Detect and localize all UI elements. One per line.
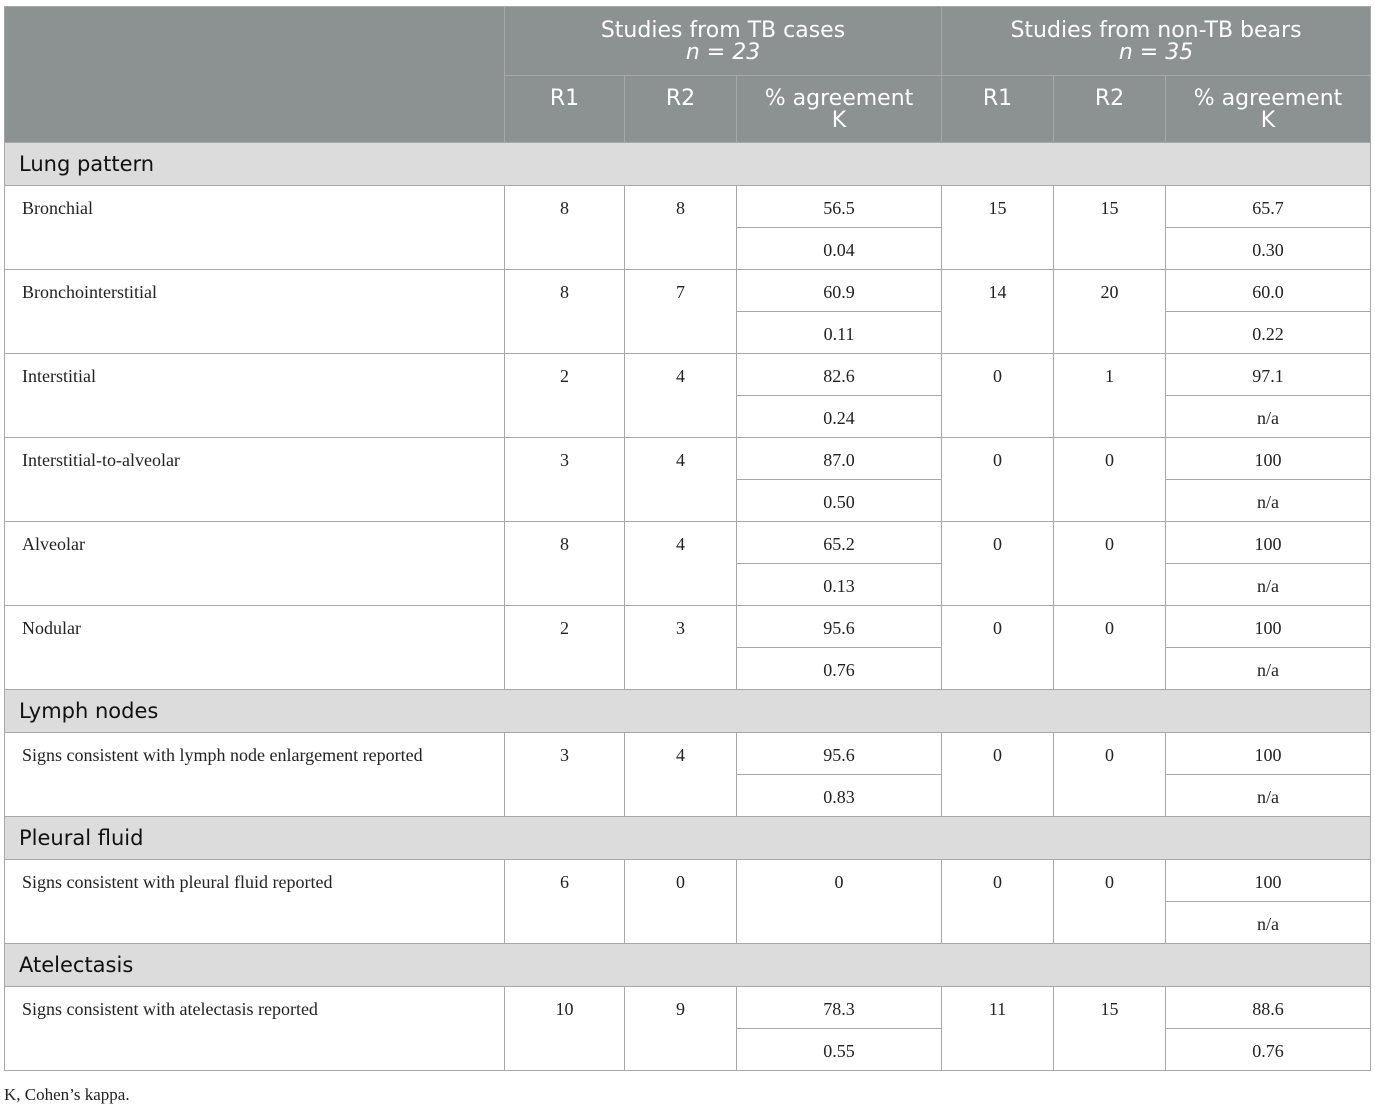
header-tb-agreement (737, 76, 942, 143)
tb-agreement-cell: 82.6 (737, 354, 942, 396)
header-tb-r1: R1 (505, 76, 625, 143)
row-label: Interstitial (5, 354, 505, 438)
nontb-r1-cell: 15 (942, 186, 1054, 270)
tb-agreement-cell: 60.9 (737, 270, 942, 312)
header-tb-agreement-pct: % agreement (764, 86, 914, 111)
table-row (5, 860, 1371, 902)
header-group-nontb-n: n = 35 (1118, 40, 1194, 65)
nontb-agreement-cell: 100 (1166, 860, 1371, 902)
header-nontb-agreement-k: K (1260, 108, 1276, 133)
nontb-r2-cell: 0 (1054, 438, 1166, 522)
nontb-kappa-cell: 0.22 (1166, 312, 1371, 354)
nontb-agreement-cell: 88.6 (1166, 987, 1371, 1029)
tb-r2-cell: 8 (625, 186, 737, 270)
tb-agreement-cell: 78.3 (737, 987, 942, 1029)
nontb-r1-cell: 0 (942, 860, 1054, 944)
nontb-kappa-cell: n/a (1166, 902, 1371, 944)
table-body (5, 143, 1371, 1071)
table-row (5, 606, 1371, 648)
table-row (5, 186, 1371, 228)
header-group-tb-title: Studies from TB cases (600, 18, 846, 43)
header-nontb-r2: R2 (1054, 76, 1166, 143)
nontb-r2-cell: 0 (1054, 606, 1166, 690)
nontb-r2-cell: 0 (1054, 860, 1166, 944)
tb-kappa-cell: 0.24 (737, 396, 942, 438)
tb-r1-cell: 8 (505, 522, 625, 606)
section-header: Pleural fluid (5, 817, 1371, 860)
tb-kappa-cell: 0.76 (737, 648, 942, 690)
row-label: Interstitial-to-alveolar (5, 438, 505, 522)
row-label: Bronchial (5, 186, 505, 270)
nontb-kappa-cell: n/a (1166, 396, 1371, 438)
header-tb-agreement-k: K (831, 108, 847, 133)
nontb-r1-cell: 0 (942, 522, 1054, 606)
tb-r2-cell: 4 (625, 733, 737, 817)
table-footnote: K, Cohen’s kappa. (4, 1085, 130, 1104)
tb-r2-cell: 9 (625, 987, 737, 1071)
nontb-r1-cell: 0 (942, 733, 1054, 817)
tb-agreement-cell: 95.6 (737, 606, 942, 648)
nontb-r2-cell: 1 (1054, 354, 1166, 438)
nontb-kappa-cell: 0.30 (1166, 228, 1371, 270)
tb-r1-cell: 10 (505, 987, 625, 1071)
table-row (5, 733, 1371, 775)
nontb-r2-cell: 0 (1054, 522, 1166, 606)
tb-r2-cell: 4 (625, 522, 737, 606)
tb-r1-cell: 8 (505, 186, 625, 270)
tb-r1-cell: 6 (505, 860, 625, 944)
nontb-kappa-cell: n/a (1166, 648, 1371, 690)
table-row (5, 270, 1371, 312)
tb-r2-cell: 7 (625, 270, 737, 354)
table-row (5, 522, 1371, 564)
tb-agreement-cell: 95.6 (737, 733, 942, 775)
agreement-table (4, 6, 1371, 1071)
header-group-nontb (942, 7, 1371, 76)
nontb-agreement-cell: 100 (1166, 606, 1371, 648)
nontb-agreement-cell: 97.1 (1166, 354, 1371, 396)
tb-r2-cell: 0 (625, 860, 737, 944)
tb-r1-cell: 2 (505, 606, 625, 690)
section-header: Lung pattern (5, 143, 1371, 186)
nontb-agreement-cell: 100 (1166, 522, 1371, 564)
row-label: Nodular (5, 606, 505, 690)
header-blank-cell (5, 7, 505, 143)
section-header: Atelectasis (5, 944, 1371, 987)
row-label: Bronchointerstitial (5, 270, 505, 354)
nontb-agreement-cell: 100 (1166, 733, 1371, 775)
nontb-r1-cell: 14 (942, 270, 1054, 354)
tb-kappa-cell: 0.55 (737, 1029, 942, 1071)
tb-kappa-cell: 0.83 (737, 775, 942, 817)
header-nontb-agreement-pct: % agreement (1193, 86, 1343, 111)
header-group-nontb-title: Studies from non-TB bears (1010, 18, 1302, 43)
table-row (5, 987, 1371, 1029)
nontb-r1-cell: 0 (942, 354, 1054, 438)
nontb-agreement-cell: 60.0 (1166, 270, 1371, 312)
nontb-kappa-cell: 0.76 (1166, 1029, 1371, 1071)
section-header: Lymph nodes (5, 690, 1371, 733)
row-label: Alveolar (5, 522, 505, 606)
row-label: Signs consistent with pleural fluid reported (5, 860, 505, 944)
tb-r2-cell: 3 (625, 606, 737, 690)
tb-kappa-cell: 0.50 (737, 480, 942, 522)
nontb-kappa-cell: n/a (1166, 480, 1371, 522)
nontb-r1-cell: 0 (942, 438, 1054, 522)
tb-r1-cell: 2 (505, 354, 625, 438)
table-row (5, 438, 1371, 480)
header-nontb-agreement (1166, 76, 1371, 143)
header-tb-r2: R2 (625, 76, 737, 143)
row-label: Signs consistent with atelectasis reported (5, 987, 505, 1071)
tb-r1-cell: 3 (505, 733, 625, 817)
tb-agreement-cell: 0 (737, 860, 942, 944)
nontb-r2-cell: 0 (1054, 733, 1166, 817)
header-group-tb-n: n = 23 (685, 40, 761, 65)
header-group-tb (505, 7, 942, 76)
tb-r2-cell: 4 (625, 354, 737, 438)
tb-agreement-cell: 65.2 (737, 522, 942, 564)
tb-kappa-cell: 0.11 (737, 312, 942, 354)
tb-r1-cell: 3 (505, 438, 625, 522)
header-nontb-r1: R1 (942, 76, 1054, 143)
tb-kappa-cell: 0.04 (737, 228, 942, 270)
table-row (5, 354, 1371, 396)
nontb-r2-cell: 15 (1054, 987, 1166, 1071)
nontb-r1-cell: 11 (942, 987, 1054, 1071)
nontb-agreement-cell: 65.7 (1166, 186, 1371, 228)
nontb-r2-cell: 15 (1054, 186, 1166, 270)
nontb-r2-cell: 20 (1054, 270, 1166, 354)
nontb-kappa-cell: n/a (1166, 775, 1371, 817)
nontb-agreement-cell: 100 (1166, 438, 1371, 480)
nontb-kappa-cell: n/a (1166, 564, 1371, 606)
tb-r1-cell: 8 (505, 270, 625, 354)
tb-agreement-cell: 87.0 (737, 438, 942, 480)
nontb-r1-cell: 0 (942, 606, 1054, 690)
tb-kappa-cell: 0.13 (737, 564, 942, 606)
tb-r2-cell: 4 (625, 438, 737, 522)
tb-agreement-cell: 56.5 (737, 186, 942, 228)
row-label: Signs consistent with lymph node enlargement reported (5, 733, 505, 817)
